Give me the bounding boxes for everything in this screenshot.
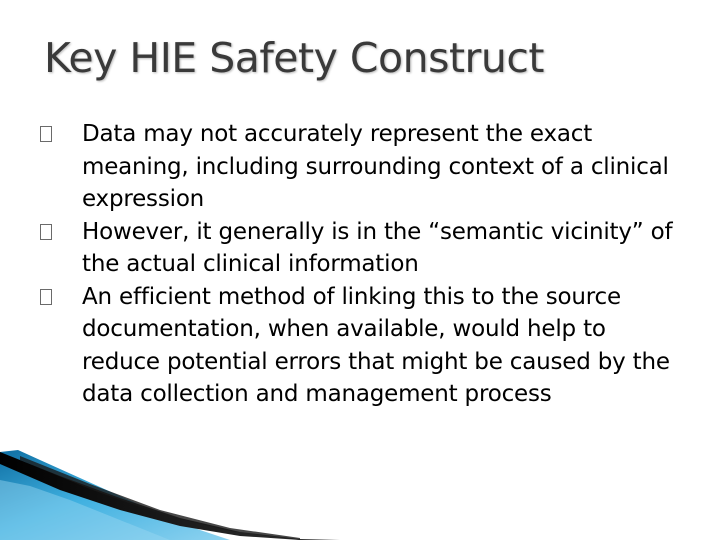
bullet-item bbox=[40, 281, 680, 411]
slide-title: Key HIE Safety Construct bbox=[44, 34, 544, 82]
bullet-marker-icon bbox=[40, 289, 68, 307]
bullet-marker-icon bbox=[40, 126, 68, 144]
bullet-text: An efficient method of linking this to the source documentation, when available, would help to reduce potential errors that might be caused by the data collection and management process bbox=[82, 283, 670, 407]
bullet-item bbox=[40, 118, 680, 216]
bullet-text: Data may not accurately represent the exact meaning, including surrounding context of a clinical expression bbox=[82, 121, 669, 212]
bullet-text: However, it generally is in the “semantic vicinity” of the actual clinical information bbox=[82, 218, 673, 277]
bullet-item bbox=[40, 216, 680, 281]
bullet-list bbox=[40, 118, 680, 411]
corner-decoration bbox=[0, 440, 340, 540]
bullet-marker-icon bbox=[40, 224, 68, 242]
